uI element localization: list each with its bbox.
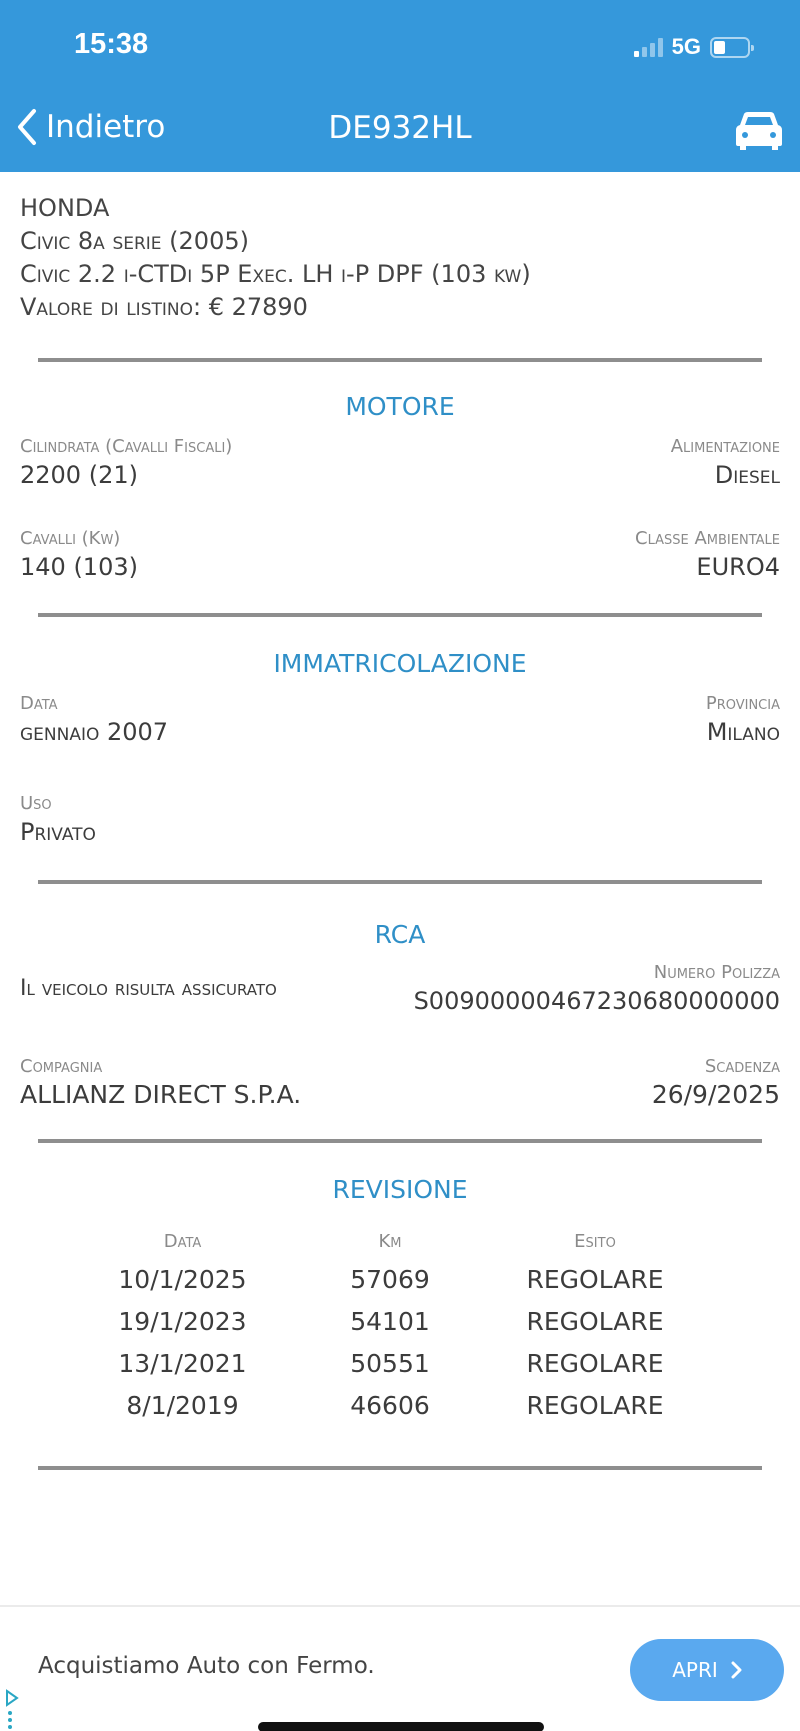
cavalli-label: Cavalli (Kw) [20,528,121,549]
cell-data: 10/1/2025 [118,1264,247,1294]
chevron-right-icon [730,1661,742,1679]
immatricolazione-row-2 [20,792,780,848]
motore-row-1 [20,435,780,491]
compagnia-value: ALLIANZ DIRECT S.P.A. [20,1080,302,1109]
data-value: gennaio 2007 [20,718,169,746]
cell-km: 50551 [350,1348,430,1378]
table-row [20,1300,780,1342]
scadenza-field [652,1055,780,1111]
status-indicators [634,34,750,60]
divider [38,358,762,362]
scadenza-label: Scadenza [704,1056,780,1077]
table-row [20,1342,780,1384]
cell-km: 46606 [350,1390,430,1420]
uso-label: Uso [20,793,52,814]
polizza-value: S00900000467230680000000 [413,987,780,1015]
divider [38,1139,762,1143]
cell-km: 57069 [350,1264,430,1294]
cell-km: 54101 [350,1306,430,1336]
polizza-field [414,961,780,1017]
back-label: Indietro [46,109,166,145]
col-esito: Esito [574,1230,616,1252]
section-title-revisione: REVISIONE [332,1175,468,1204]
classe-ambientale-label: Classe Ambientale [635,528,780,549]
cilindrata-label: Cilindrata (Cavalli Fiscali) [20,436,233,457]
data-label: Data [20,693,58,714]
app-header [0,0,800,172]
uso-field [20,792,96,848]
cell-esito: REGOLARE [526,1348,664,1378]
status-time: 15:38 [74,28,149,60]
table-row [20,1384,780,1426]
page-title: DE932HL [328,110,472,146]
cavalli-field [20,527,138,583]
compagnia-label: Compagnia [20,1056,103,1077]
ad-open-button[interactable] [630,1639,784,1701]
compagnia-field [20,1055,301,1111]
cell-esito: REGOLARE [526,1390,664,1420]
vehicle-summary [20,172,780,324]
vehicle-brand: HONDA [20,194,110,222]
cavalli-value: 140 (103) [20,553,138,581]
car-icon[interactable] [734,110,784,152]
col-km: Km [378,1230,402,1252]
uso-value: Privato [20,818,96,846]
section-title-motore: MOTORE [345,392,455,421]
col-data: Data [163,1230,202,1252]
cell-esito: REGOLARE [526,1264,664,1294]
ad-banner[interactable] [0,1605,800,1731]
revisione-table [20,1224,780,1426]
vehicle-details [20,172,780,1470]
home-indicator [258,1722,544,1731]
provincia-label: Provincia [705,693,780,714]
immatricolazione-row-1 [20,692,780,748]
network-type: 5G [671,34,701,59]
polizza-label: Numero Polizza [653,962,780,983]
classe-ambientale-value: EURO4 [696,553,780,581]
alimentazione-field [671,435,780,491]
classe-ambientale-field [635,527,780,583]
rca-row-1 [20,961,780,1017]
rca-row-2 [20,1055,780,1111]
alimentazione-value: Diesel [714,461,780,489]
divider [38,880,762,884]
cilindrata-value: 2200 (21) [20,461,138,489]
cell-data: 13/1/2021 [118,1348,247,1378]
ad-choices-icon[interactable] [4,1689,20,1729]
provincia-value: Milano [706,718,780,746]
table-header-row [20,1224,780,1258]
alimentazione-label: Alimentazione [670,436,780,457]
scadenza-value: 26/9/2025 [651,1080,780,1109]
signal-icon [634,37,663,57]
vehicle-list-price: Valore di listino: € 27890 [20,293,308,321]
provincia-field [706,692,780,748]
ad-text[interactable]: Acquistiamo Auto con Fermo. [38,1653,375,1679]
section-title-rca: RCA [374,920,426,949]
ad-open-label: APRI [672,1658,718,1682]
battery-icon [710,37,750,58]
vehicle-version: Civic 2.2 i-CTDi 5P Exec. LH i-P DPF (103 kw) [20,260,531,288]
cilindrata-field [20,435,232,491]
divider [38,1466,762,1470]
divider [38,613,762,617]
cell-data: 19/1/2023 [118,1306,247,1336]
vehicle-model: Civic 8a serie (2005) [20,227,249,255]
motore-row-2 [20,527,780,583]
cell-esito: REGOLARE [526,1306,664,1336]
section-title-immatricolazione: IMMATRICOLAZIONE [273,649,527,678]
data-field [20,692,168,748]
cell-data: 8/1/2019 [126,1390,239,1420]
table-row [20,1258,780,1300]
insurance-status: Il veicolo risulta assicurato [20,976,277,1001]
